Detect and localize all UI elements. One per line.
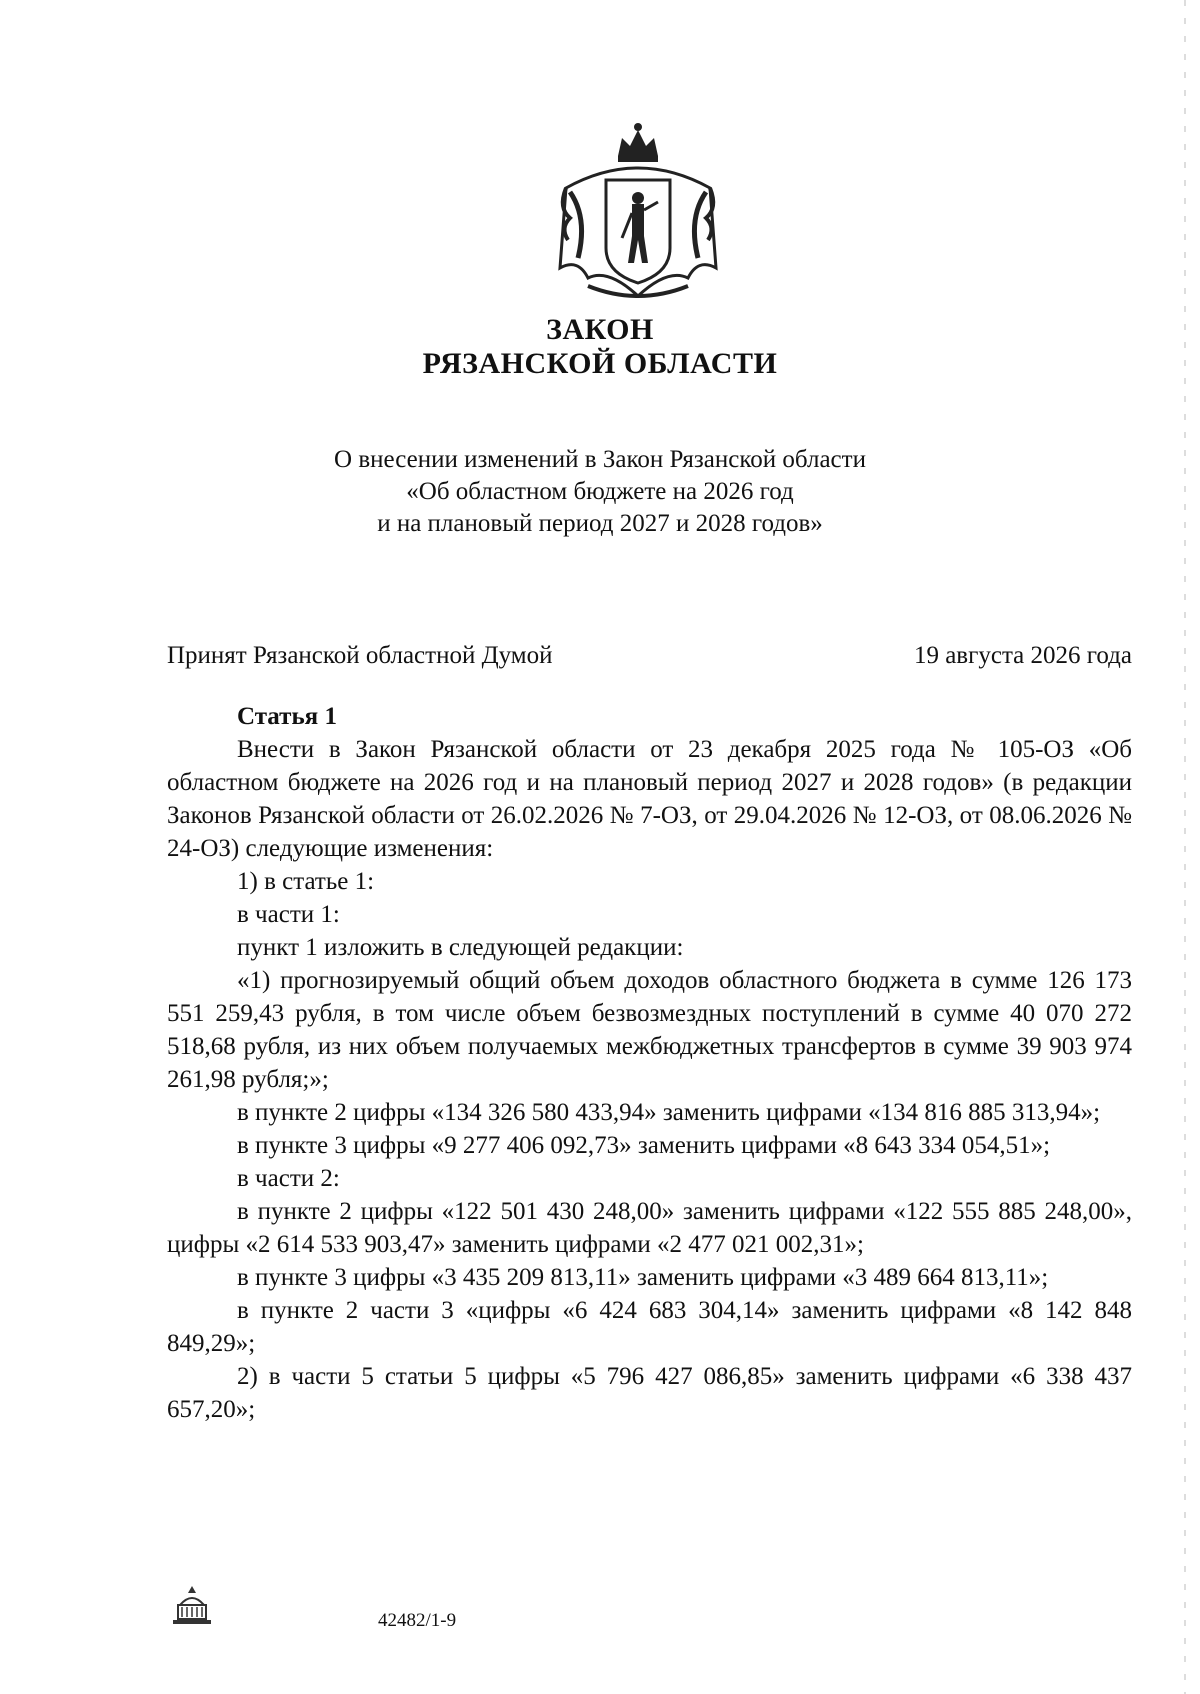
subtitle-line-2: «Об областном бюджете на 2026 год: [406, 478, 794, 505]
paragraph: в части 1:: [237, 901, 340, 928]
law-title: ЗАКОН: [546, 313, 654, 346]
subtitle-line-1: О внесении изменений в Закон Рязанской области: [334, 446, 866, 473]
paragraph: в части 2:: [237, 1165, 340, 1192]
paragraph: в пункте 2 части 3 «цифры «6 424 683 304,14» заменить цифрами «8 142 848 849,29»;: [167, 1297, 1132, 1357]
scan-edge-divider: [1184, 0, 1186, 1694]
adoption-line: [167, 642, 1132, 670]
adopted-by: Принят Рязанской областной Думой: [167, 642, 553, 669]
region-title: РЯЗАНСКОЙ ОБЛАСТИ: [422, 347, 778, 380]
adopted-date: 19 августа 2026 года: [913, 642, 1132, 669]
subtitle-line-3: и на плановый период 2027 и 2028 годов»: [377, 510, 823, 537]
paragraph: в пункте 3 цифры «3 435 209 813,11» заменить цифрами «3 489 664 813,11»;: [237, 1264, 1049, 1291]
paragraph: 1) в статье 1:: [237, 868, 375, 895]
paragraph: «1) прогнозируемый общий объем доходов областного бюджета в сумме 126 173 551 259,43 рубля, в том числе объем безвозмездных поступлений в сумме 40 070 272 518,68 рубля, из них объем получаемых межбюджетных трансфертов в сумме 39 903 974 261,98 рубля;»;: [167, 967, 1132, 1093]
ryazan-coat-of-arms-icon: [548, 118, 728, 303]
paragraph: в пункте 2 цифры «134 326 580 433,94» заменить цифрами «134 816 885 313,94»;: [237, 1099, 1101, 1126]
paragraph: в пункте 3 цифры «9 277 406 092,73» заменить цифрами «8 643 334 054,51»;: [237, 1132, 1051, 1159]
paragraph: Внести в Закон Рязанской области от 23 декабря 2025 года № 105-ОЗ «Об областном бюджете на 2026 год и на плановый период 2027 и 2028 годов» (в редакции Законов Рязанской области от 26.02.2026 № 7-ОЗ, от 29.04.2026 № 12-ОЗ, от 08.06.2026 № 24-ОЗ) следующие изменения:: [167, 736, 1132, 862]
document-code: 42482/1-9: [378, 1610, 457, 1631]
article-heading: Статья 1: [237, 703, 337, 730]
paragraph: в пункте 2 цифры «122 501 430 248,00» заменить цифрами «122 555 885 248,00», цифры «2 614 533 903,47» заменить цифрами «2 477 021 002,31»;: [167, 1198, 1132, 1258]
paragraph: 2) в части 5 статьи 5 цифры «5 796 427 086,85» заменить цифрами «6 338 437 657,20»;: [167, 1363, 1132, 1423]
article-body: [167, 700, 1132, 1426]
printing-house-logo-icon: [170, 1583, 214, 1629]
paragraph: пункт 1 изложить в следующей редакции:: [237, 934, 684, 961]
